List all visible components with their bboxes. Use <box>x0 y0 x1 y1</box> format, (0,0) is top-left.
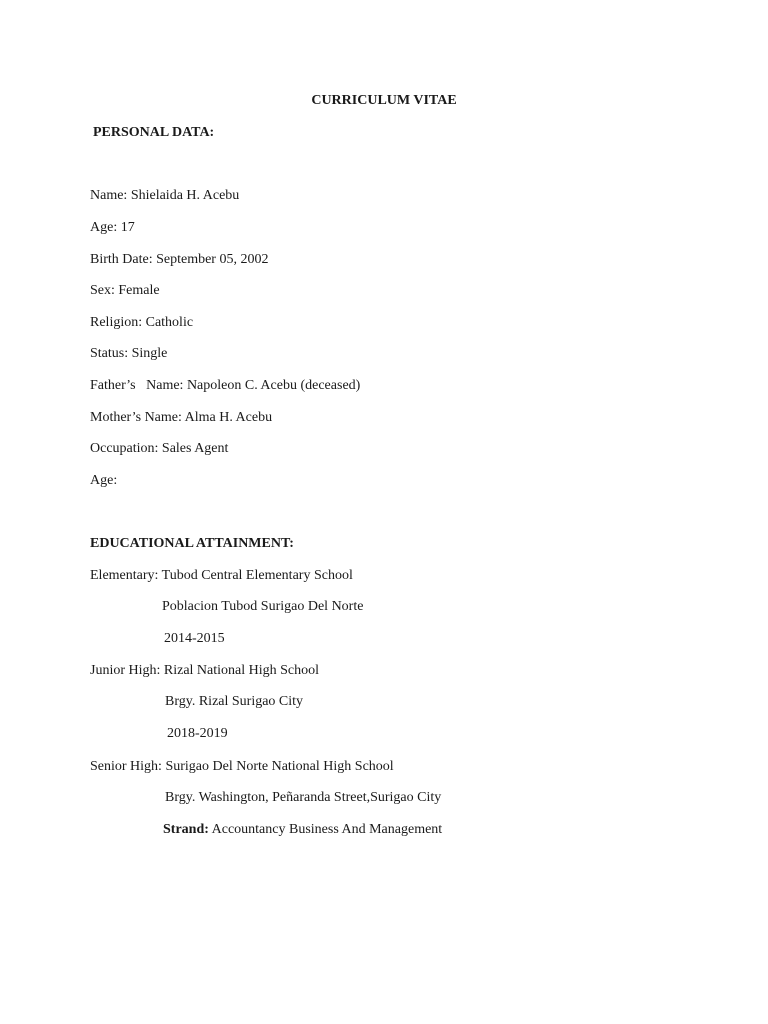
mother-name-field: Mother’s Name: Alma H. Acebu <box>90 410 273 425</box>
occupation-field: Occupation: Sales Agent <box>90 441 229 456</box>
strand-label: Strand: <box>163 822 209 837</box>
elementary-school: Elementary: Tubod Central Elementary School <box>90 568 353 583</box>
status-field: Status: Single <box>90 346 168 361</box>
junior-high-school: Junior High: Rizal National High School <box>90 663 320 678</box>
personal-data-heading: PERSONAL DATA: <box>93 125 215 140</box>
name-field: Name: Shielaida H. Acebu <box>90 188 240 203</box>
religion-field: Religion: Catholic <box>90 315 194 330</box>
sex-field: Sex: Female <box>90 283 160 298</box>
senior-high-strand <box>163 821 442 839</box>
document-title: CURRICULUM VITAE <box>311 93 457 108</box>
junior-high-address: Brgy. Rizal Surigao City <box>165 694 304 709</box>
senior-high-address: Brgy. Washington, Peñaranda Street,Surigao City <box>165 790 442 805</box>
birth-date-field: Birth Date: September 05, 2002 <box>90 252 269 267</box>
age-field: Age: 17 <box>90 220 135 235</box>
senior-high-school: Senior High: Surigao Del Norte National High School <box>90 759 394 774</box>
junior-high-years: 2018-2019 <box>167 726 228 741</box>
parent-age-field: Age: <box>90 473 118 488</box>
elementary-address: Poblacion Tubod Surigao Del Norte <box>162 599 364 614</box>
father-name-field: Father’s Name: Napoleon C. Acebu (deceased) <box>90 378 361 393</box>
elementary-years: 2014-2015 <box>164 631 225 646</box>
educational-attainment-heading: EDUCATIONAL ATTAINMENT: <box>90 536 294 551</box>
strand-value: Accountancy Business And Management <box>208 822 443 837</box>
